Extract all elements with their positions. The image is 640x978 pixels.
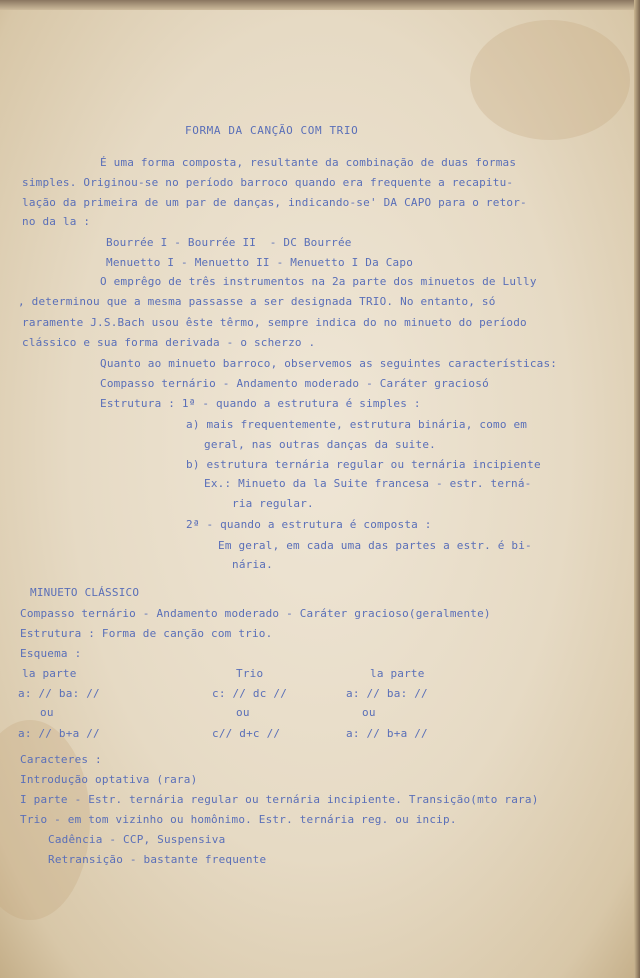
page-edge-top	[0, 0, 640, 10]
lully-line: clássico e sua forma derivada - o scherzo .	[22, 336, 316, 349]
schema-cell: a: // ba: //	[18, 687, 100, 700]
page-edge-right	[634, 0, 640, 978]
intro-line: lação da primeira de um par de danças, indicando-se' DA CAPO para o retor-	[22, 196, 527, 209]
caracteres-item: Cadência - CCP, Suspensiva	[48, 833, 226, 846]
schema-cell: ou	[40, 706, 54, 719]
schema-cell: la parte	[370, 667, 425, 680]
schema-cell: c// d+c //	[212, 727, 281, 740]
caracteres-item: Introdução optativa (rara)	[20, 773, 198, 786]
classico-esquema: Esquema :	[20, 647, 82, 660]
lully-line: , determinou que a mesma passasse a ser designada TRIO. No entanto, só	[18, 295, 496, 308]
classico-estrutura: Estrutura : Forma de canção com trio.	[20, 627, 273, 640]
barroco-item-c: nária.	[232, 558, 273, 571]
paper-stain	[470, 20, 630, 140]
lully-line: raramente J.S.Bach usou êste têrmo, sempre indica do no minueto do período	[22, 316, 527, 329]
caracteres-item: Trio - em tom vizinho ou homônimo. Estr. ternária reg. ou incip.	[20, 813, 457, 826]
dance-line: Bourrée I - Bourrée II - DC Bourrée	[106, 236, 352, 249]
intro-line: simples. Originou-se no período barroco quando era frequente a recapitu-	[22, 176, 514, 189]
schema-cell: ou	[362, 706, 376, 719]
caracteres-heading: Caracteres :	[20, 753, 102, 766]
schema-cell: ou	[236, 706, 250, 719]
intro-line: É uma forma composta, resultante da combinação de duas formas	[100, 156, 517, 169]
schema-cell: a: // b+a //	[18, 727, 100, 740]
classico-heading: MINUETO CLÁSSICO	[30, 586, 140, 599]
barroco-compasso: Compasso ternário - Andamento moderado - Caráter graciosó	[100, 377, 489, 390]
caracteres-item: Retransição - bastante frequente	[48, 853, 267, 866]
schema-cell: la parte	[22, 667, 77, 680]
page-title: FORMA DA CANÇÃO COM TRIO	[185, 124, 359, 137]
barroco-item-b: b) estrutura ternária regular ou ternária incipiente	[186, 458, 541, 471]
schema-cell: c: // dc //	[212, 687, 288, 700]
barroco-item-b: Ex.: Minueto da la Suite francesa - estr. terná-	[204, 477, 532, 490]
schema-cell: a: // b+a //	[346, 727, 428, 740]
barroco-item-a: a) mais frequentemente, estrutura binária, como em	[186, 418, 528, 431]
barroco-item-b: ria regular.	[232, 497, 314, 510]
intro-line: no da la :	[22, 215, 91, 228]
classico-compasso: Compasso ternário - Andamento moderado - Caráter gracioso(geralmente)	[20, 607, 491, 620]
caracteres-item: I parte - Estr. ternária regular ou ternária incipiente. Transição(mto rara)	[20, 793, 539, 806]
barroco-item-c: Em geral, em cada uma das partes a estr. é bi-	[218, 539, 532, 552]
barroco-intro: Quanto ao minueto barroco, observemos as seguintes características:	[100, 357, 558, 370]
barroco-estrutura-1: Estrutura : 1ª - quando a estrutura é simples :	[100, 397, 421, 410]
barroco-item-a: geral, nas outras danças da suite.	[204, 438, 436, 451]
barroco-estrutura-2: 2ª - quando a estrutura é composta :	[186, 518, 432, 531]
lully-line: O emprêgo de três instrumentos na 2a parte dos minuetos de Lully	[100, 275, 537, 288]
schema-cell: Trio	[236, 667, 264, 680]
dance-line: Menuetto I - Menuetto II - Menuetto I Da Capo	[106, 256, 414, 269]
schema-cell: a: // ba: //	[346, 687, 428, 700]
